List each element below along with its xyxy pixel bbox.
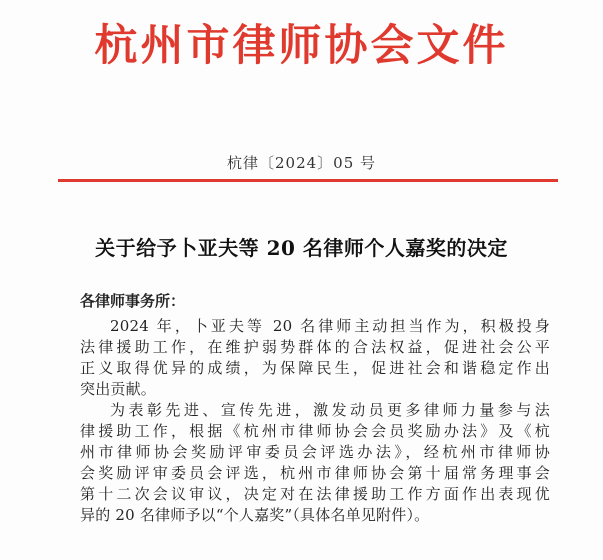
body-line: 第十二次会议审议，决定对在法律援助工作方面作出表现优 [80,485,550,503]
salutation: 各律师事务所： [80,292,186,310]
body-line: 律援助工作，根据《杭州市律师协会会员奖励办法》及《杭 [80,422,550,440]
organization-header: 杭州市律师协会文件 [94,21,509,71]
body-line: 法律援助工作，在维护弱势群体的合法权益，促进社会公平 [80,338,550,356]
body-line: 会奖励评审委员会评选，杭州市律师协会第十届常务理事会 [80,464,550,482]
body-line: 2024 年，卜亚夫等 20 名律师主动担当作为，积极投身 [110,317,550,335]
document-title: 关于给予卜亚夫等 20 名律师个人嘉奖的决定 [95,236,508,260]
document-number: 杭律〔2024〕05 号 [226,154,377,172]
body-line: 州市律师协会奖励评审委员会评选办法》，经杭州市律师协 [80,443,550,461]
body-line: 正义取得优异的成绩，为保障民生，促进社会和谐稳定作出 [80,359,550,377]
body-line: 异的 20 名律师予以“个人嘉奖”（具体名单见附件）。 [80,506,430,524]
red-divider-line [58,179,558,182]
document-body [80,316,550,526]
body-line: 突出贡献。 [80,380,157,398]
body-line: 为表彰先进、宣传先进，激发动员更多律师力量参与法 [110,401,550,419]
